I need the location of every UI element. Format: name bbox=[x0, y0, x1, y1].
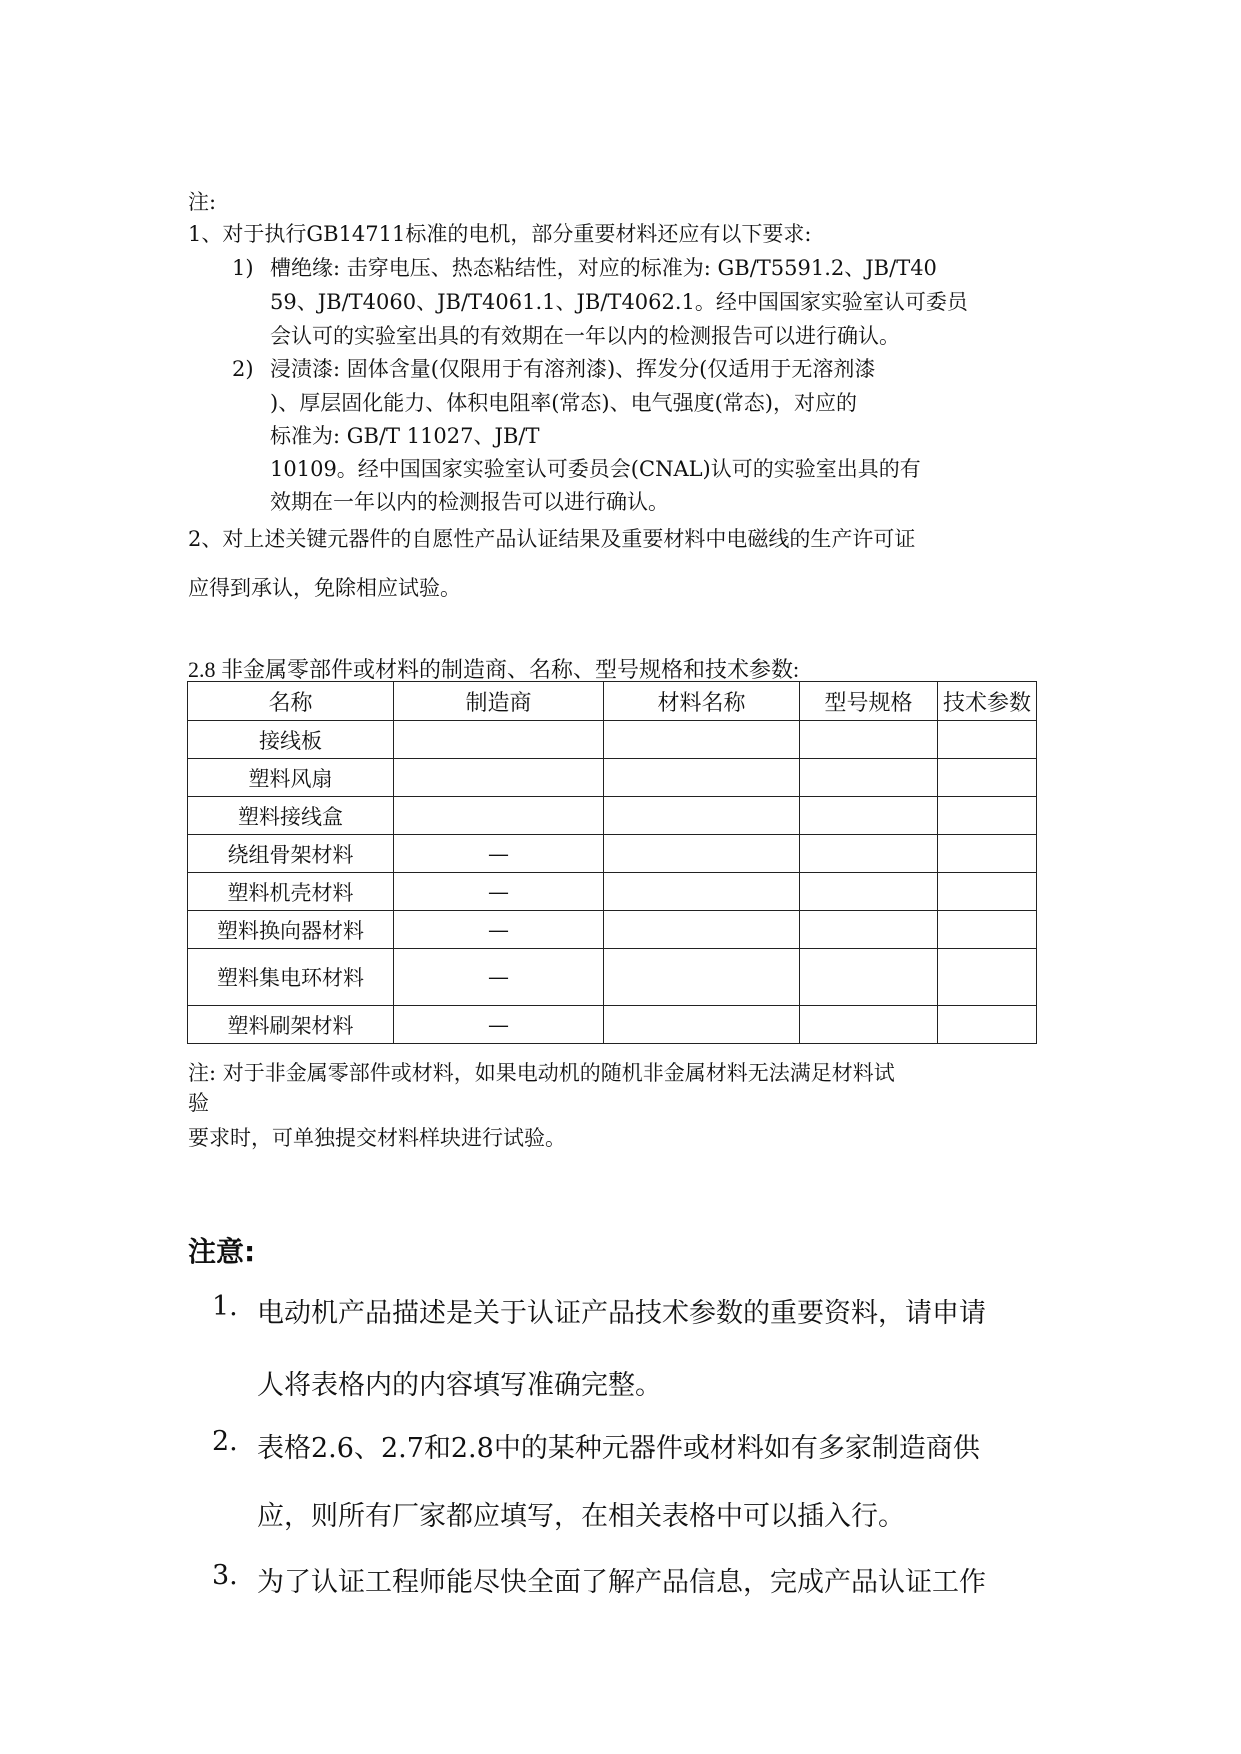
sub-item-1-line: 59、JB/T4060、JB/T4061.1、JB/T4062.1。经中国国家实验室认可委员 bbox=[270, 290, 968, 314]
cell-model-spec[interactable] bbox=[800, 1006, 938, 1044]
attention-item-line: 人将表格内的内容填写准确完整。 bbox=[257, 1370, 662, 1401]
sub-item-2-line: 效期在一年以内的检测报告可以进行确认。 bbox=[270, 490, 669, 514]
header-material-name: 材料名称 bbox=[604, 682, 800, 721]
table-row bbox=[188, 873, 1037, 911]
cell-manufacturer: — bbox=[394, 1006, 604, 1044]
cell-name: 接线板 bbox=[188, 721, 394, 759]
cell-name: 绕组骨架材料 bbox=[188, 835, 394, 873]
cell-tech-params[interactable] bbox=[938, 949, 1037, 1006]
cell-material-name[interactable] bbox=[604, 721, 800, 759]
cell-model-spec[interactable] bbox=[800, 949, 938, 1006]
cell-material-name[interactable] bbox=[604, 1006, 800, 1044]
attention-item-number: 2. bbox=[212, 1426, 238, 1457]
cell-tech-params[interactable] bbox=[938, 721, 1037, 759]
cell-name: 塑料接线盒 bbox=[188, 797, 394, 835]
table-row bbox=[188, 911, 1037, 949]
cell-name: 塑料风扇 bbox=[188, 759, 394, 797]
section-title: 2.8 非金属零部件或材料的制造商、名称、型号规格和技术参数: bbox=[188, 657, 800, 682]
table-row bbox=[188, 949, 1037, 1006]
sub-item-2-line: 10109。经中国国家实验室认可委员会(CNAL)认可的实验室出具的有 bbox=[270, 457, 921, 481]
cell-tech-params[interactable] bbox=[938, 873, 1037, 911]
cell-tech-params[interactable] bbox=[938, 759, 1037, 797]
table-row bbox=[188, 835, 1037, 873]
cell-name: 塑料集电环材料 bbox=[188, 949, 394, 1006]
attention-item-line: 为了认证工程师能尽快全面了解产品信息，完成产品认证工作 bbox=[257, 1567, 986, 1598]
cell-material-name[interactable] bbox=[604, 911, 800, 949]
header-name: 名称 bbox=[188, 682, 394, 721]
cell-manufacturer: — bbox=[394, 911, 604, 949]
table-note-line: 要求时，可单独提交材料样块进行试验。 bbox=[188, 1126, 566, 1150]
cell-material-name[interactable] bbox=[604, 949, 800, 1006]
cell-material-name[interactable] bbox=[604, 835, 800, 873]
cell-manufacturer: — bbox=[394, 873, 604, 911]
attention-title: 注意: bbox=[188, 1235, 256, 1268]
sub-item-2-line: )、厚层固化能力、体积电阻率(常态)、电气强度(常态)，对应的 bbox=[270, 391, 857, 415]
cell-tech-params[interactable] bbox=[938, 1006, 1037, 1044]
table-row bbox=[188, 759, 1037, 797]
table-note-line: 注: 对于非金属零部件或材料，如果电动机的随机非金属材料无法满足材料试 bbox=[188, 1061, 895, 1085]
cell-name: 塑料机壳材料 bbox=[188, 873, 394, 911]
sub-item-2-line: 浸渍漆: 固体含量(仅限用于有溶剂漆)、挥发分(仅适用于无溶剂漆 bbox=[270, 357, 876, 381]
cell-manufacturer[interactable] bbox=[394, 759, 604, 797]
cell-manufacturer[interactable] bbox=[394, 797, 604, 835]
cell-name: 塑料换向器材料 bbox=[188, 911, 394, 949]
sub-item-2-line: 标准为: GB/T 11027、JB/T bbox=[270, 424, 540, 448]
table-header-row bbox=[188, 682, 1037, 721]
note-item-1: 1、对于执行GB14711标准的电机，部分重要材料还应有以下要求: bbox=[188, 222, 812, 246]
note-item-2-line: 应得到承认，免除相应试验。 bbox=[188, 576, 461, 600]
note-heading: 注: bbox=[188, 190, 217, 214]
cell-model-spec[interactable] bbox=[800, 911, 938, 949]
sub-item-1-line: 槽绝缘: 击穿电压、热态粘结性，对应的标准为: GB/T5591.2、JB/T40 bbox=[270, 256, 937, 280]
cell-model-spec[interactable] bbox=[800, 721, 938, 759]
cell-material-name[interactable] bbox=[604, 873, 800, 911]
table-note-line: 验 bbox=[188, 1091, 209, 1115]
table-row bbox=[188, 721, 1037, 759]
sub-item-1-line: 会认可的实验室出具的有效期在一年以内的检测报告可以进行确认。 bbox=[270, 324, 900, 348]
attention-item-number: 3. bbox=[212, 1560, 238, 1591]
cell-manufacturer: — bbox=[394, 949, 604, 1006]
cell-model-spec[interactable] bbox=[800, 835, 938, 873]
cell-manufacturer: — bbox=[394, 835, 604, 873]
header-model-spec: 型号规格 bbox=[800, 682, 938, 721]
header-manufacturer: 制造商 bbox=[394, 682, 604, 721]
sub-item-1-number: 1) bbox=[232, 256, 254, 280]
cell-model-spec[interactable] bbox=[800, 797, 938, 835]
cell-model-spec[interactable] bbox=[800, 873, 938, 911]
cell-manufacturer[interactable] bbox=[394, 721, 604, 759]
sub-item-2-number: 2) bbox=[232, 357, 254, 381]
cell-material-name[interactable] bbox=[604, 759, 800, 797]
attention-item-line: 应，则所有厂家都应填写，在相关表格中可以插入行。 bbox=[257, 1501, 905, 1532]
attention-item-line: 表格2.6、2.7和2.8中的某种元器件或材料如有多家制造商供 bbox=[257, 1433, 980, 1464]
header-tech-params: 技术参数 bbox=[938, 682, 1037, 721]
cell-name: 塑料刷架材料 bbox=[188, 1006, 394, 1044]
attention-item-number: 1. bbox=[212, 1291, 238, 1322]
attention-item-line: 电动机产品描述是关于认证产品技术参数的重要资料，请申请 bbox=[257, 1298, 986, 1329]
note-item-2-line: 2、对上述关键元器件的自愿性产品认证结果及重要材料中电磁线的生产许可证 bbox=[188, 527, 916, 551]
cell-tech-params[interactable] bbox=[938, 797, 1037, 835]
cell-model-spec[interactable] bbox=[800, 759, 938, 797]
table-row bbox=[188, 1006, 1037, 1044]
cell-tech-params[interactable] bbox=[938, 911, 1037, 949]
cell-tech-params[interactable] bbox=[938, 835, 1037, 873]
table-row bbox=[188, 797, 1037, 835]
non-metal-parts-table bbox=[187, 681, 1037, 1044]
cell-material-name[interactable] bbox=[604, 797, 800, 835]
